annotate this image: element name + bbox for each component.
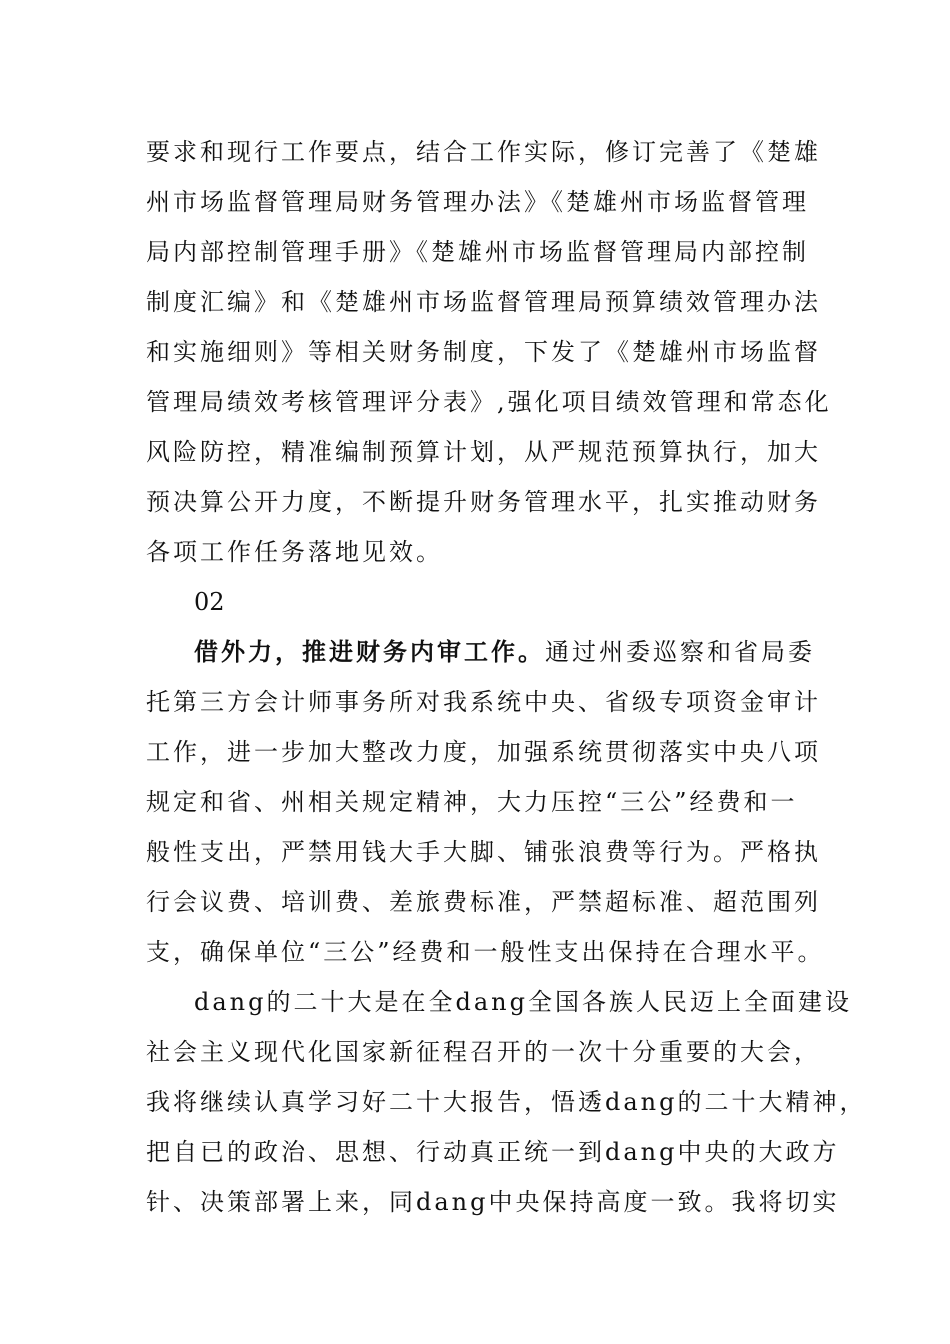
paragraph-1-line: 风险防控，精准编制预算计划，从严规范预算执行，加大 [146, 438, 821, 466]
paragraph-3-line: 把自已的政治、思想、行动真正统一到dang中央的大政方 [146, 1138, 840, 1166]
paragraph-1-line: 预决算公开力度，不断提升财务管理水平，扎实推动财务 [146, 488, 821, 516]
paragraph-2-line: 托第三方会计师事务所对我系统中央、省级专项资金审计 [146, 688, 821, 716]
paragraph-1-line: 制度汇编》和《楚雄州市场监督管理局预算绩效管理办法 [146, 288, 821, 316]
paragraph-2-line: 般性支出，严禁用钱大手大脚、铺张浪费等行为。严格执 [146, 838, 821, 866]
paragraph-3-line: 我将继续认真学习好二十大报告，悟透dang的二十大精神， [146, 1088, 867, 1116]
paragraph-1-line: 州市场监督管理局财务管理办法》《楚雄州市场监督管理 [146, 188, 809, 216]
paragraph-2-line: 工作，进一步加大整改力度，加强系统贯彻落实中央八项 [146, 738, 821, 766]
paragraph-3-line: 社会主义现代化国家新征程召开的一次十分重要的大会， [146, 1038, 821, 1066]
paragraph-2-heading: 借外力，推进财务内审工作。 [194, 637, 545, 666]
paragraph-2-first-line-text: 通过州委巡察和省局委 [545, 638, 815, 666]
paragraph-1-line: 局内部控制管理手册》《楚雄州市场监督管理局内部控制 [146, 238, 809, 266]
paragraph-1-line: 要求和现行工作要点，结合工作实际，修订完善了《楚雄 [146, 138, 821, 166]
paragraph-2-line: 行会议费、培训费、差旅费标准，严禁超标准、超范围列 [146, 888, 821, 916]
paragraph-2-line: 支，确保单位“三公”经费和一般性支出保持在合理水平。 [146, 938, 825, 966]
paragraph-2-line: 规定和省、州相关规定精神，大力压控“三公”经费和一 [146, 788, 798, 816]
paragraph-2-first-line [194, 636, 874, 668]
paragraph-1-line: 和实施细则》等相关财务制度，下发了《楚雄州市场监督 [146, 338, 821, 366]
paragraph-1-line: 各项工作任务落地见效。 [146, 538, 443, 566]
section-number: 02 [194, 588, 225, 616]
paragraph-1-line: 管理局绩效考核管理评分表》,强化项目绩效管理和常态化 [146, 388, 832, 416]
paragraph-3-line: dang的二十大是在全dang全国各族人民迈上全面建设 [194, 988, 852, 1016]
paragraph-3-line: 针、决策部署上来，同dang中央保持高度一致。我将切实 [146, 1188, 840, 1216]
